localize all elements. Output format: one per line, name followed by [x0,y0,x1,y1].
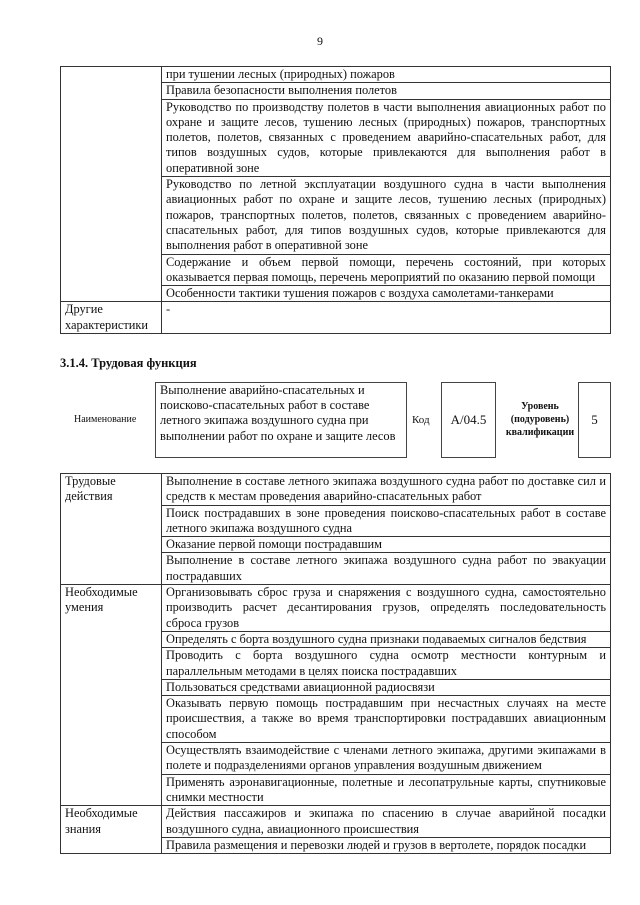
section-heading: 3.1.4. Трудовая функция [60,356,197,370]
row-item: Руководство по производству полетов в части выполнения авиационных работ по охране и защите лесов, тушению лесных (природных) пожаров, транспортных полетов, полетов, связанных с проведением аварийно-спасательных работ, для типов воздушных судов, которые привлекаются для выполнения работ в оперативной зоне [162,99,611,176]
row-item: Определять с борта воздушного судна признаки подаваемых сигналов бедствия [162,631,611,647]
table-row [61,806,611,838]
function-code: A/04.5 [441,382,496,458]
row-item: Руководство по летной эксплуатации воздушного судна в части выполнения авиационных работ по охране и защите лесов, тушению лесных (природных) пожаров, транспортных полетов, полетов, связанных с проведением аварийно-спасательных работ, для типов воздушных судов, которые привлекаются для выполнения работ в оперативной зоне [162,177,611,254]
row-item: при тушении лесных (природных) пожаров [162,67,611,83]
row-category-label: Необходимые умения [61,585,162,806]
row-item: Содержание и объем первой помощи, перечень состояний, при которых оказывается первая помощь, перечень мероприятий по оказанию первой помощи [162,254,611,286]
row-category-label [61,67,162,302]
row-item: Особенности тактики тушения пожаров с воздуха самолетами-танкерами [162,286,611,302]
row-item: Правила безопасности выполнения полетов [162,83,611,99]
labor-function-table [60,473,611,854]
row-item: Оказывать первую помощь пострадавшим при несчастных случаях на месте происшествия, а также во время транспортировки пострадавших авиационным способом [162,696,611,743]
code-label: Код [412,414,430,426]
row-item: Организовывать сброс груза и снаряжения с воздушного судна, самостоятельно производить расчет десантирования грузов, определять последовательность сброса грузов [162,585,611,632]
row-item: Правила размещения и перевозки людей и грузов в вертолете, порядок посадки [162,837,611,853]
row-category-label: Трудовые действия [61,474,162,585]
row-item: Проводить с борта воздушного судна осмотр местности контурным и параллельным методами в целях поиска пострадавших [162,648,611,680]
row-item: Пользоваться средствами авиационной радиосвязи [162,679,611,695]
level-label: Уровень (подуровень) квалификации [505,401,575,438]
row-category-label: Другие характеристики [61,302,162,334]
row-item: Выполнение в составе летного экипажа воздушного судна работ по доставке сил и средств к местам проведения аварийно-спасательных работ [162,474,611,506]
row-category-label: Необходимые знания [61,806,162,854]
table-row [61,585,611,632]
name-label: Наименование [74,414,137,425]
table-row [61,302,611,334]
requirements-table-continued [60,66,611,334]
row-item: Поиск пострадавших в зоне проведения поисково-спасательных работ в составе летного экипажа воздушного судна [162,505,611,537]
qualification-level: 5 [578,382,611,458]
row-item: Применять аэронавигационные, полетные и лесопатрульные карты, спутниковые снимки местности [162,774,611,806]
table-row [61,474,611,506]
row-item: Выполнение в составе летного экипажа воздушного судна работ по эвакуации пострадавших [162,553,611,585]
row-item: Действия пассажиров и экипажа по спасению в случае аварийной посадки воздушного судна, авиационного происшествия [162,806,611,838]
row-item: - [162,302,611,334]
row-item: Осуществлять взаимодействие с членами летного экипажа, другими экипажами в полете и подразделениями органов управления воздушным движением [162,743,611,775]
page-number: 9 [317,34,323,48]
table-row [61,67,611,83]
function-name: Выполнение аварийно-спасательных и поисково-спасательных работ в составе летного экипажа воздушного судна при выполнении работ по охране и защите лесов [155,382,407,458]
row-item: Оказание первой помощи пострадавшим [162,537,611,553]
